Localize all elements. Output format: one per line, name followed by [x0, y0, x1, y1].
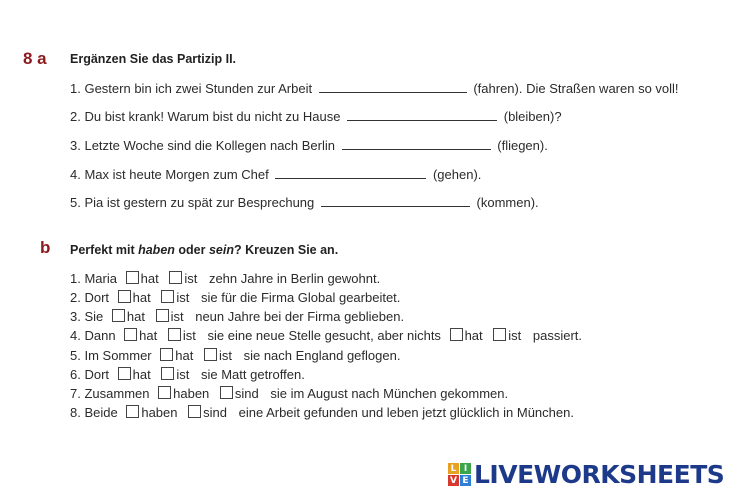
title-part: Perfekt mit	[70, 243, 139, 257]
item-text-after: (gehen).	[432, 167, 482, 182]
checkbox-ist-2[interactable]	[493, 328, 506, 341]
checkbox-hat[interactable]	[160, 348, 173, 361]
option-label: ist	[176, 367, 190, 382]
answer-blank-2[interactable]	[347, 110, 497, 121]
item-rest: sie nach England geflogen.	[243, 348, 401, 363]
item-subject: Dort	[84, 367, 110, 382]
item-text-before: Pia ist gestern zu spät zur Besprechung	[84, 195, 315, 210]
logo-mark-letter: V	[448, 475, 459, 486]
item-number: 7.	[70, 386, 81, 401]
checkbox-sind[interactable]	[188, 405, 201, 418]
item-rest: sie eine neue Stelle gesucht, aber nichts	[207, 328, 441, 343]
item-text-after: (kommen).	[476, 195, 539, 210]
item-number: 2.	[70, 290, 81, 305]
option-label: hat	[464, 328, 483, 343]
item-rest: zehn Jahre in Berlin gewohnt.	[208, 271, 381, 286]
item-subject: Zusammen	[84, 386, 150, 401]
exercise-b-item-5	[70, 348, 400, 363]
option-label: ist	[508, 328, 522, 343]
logo-mark-letter: I	[460, 463, 471, 474]
item-subject: Im Sommer	[84, 348, 152, 363]
item-number: 3.	[70, 309, 81, 324]
exercise-b-item-1	[70, 271, 380, 286]
exercise-a-item-2	[70, 109, 562, 124]
checkbox-hat[interactable]	[112, 309, 125, 322]
item-number: 4.	[70, 167, 81, 182]
option-label: haben	[141, 405, 178, 420]
option-label: hat	[140, 271, 159, 286]
section-a-title: Ergänzen Sie das Partizip II.	[70, 52, 237, 66]
item-text-before: Max ist heute Morgen zum Chef	[84, 167, 269, 182]
item-number: 3.	[70, 138, 81, 153]
item-number: 5.	[70, 195, 81, 210]
item-subject: Sie	[84, 309, 104, 324]
item-text-after: (fliegen).	[497, 138, 548, 153]
item-rest: eine Arbeit gefunden und leben jetzt glücklich in München.	[238, 405, 574, 420]
checkbox-hat[interactable]	[126, 271, 139, 284]
option-label: hat	[175, 348, 194, 363]
exercise-b-item-4	[70, 328, 582, 343]
option-label: ist	[176, 290, 190, 305]
answer-blank-4[interactable]	[275, 168, 426, 179]
exercise-a-item-1	[70, 81, 679, 96]
checkbox-hat[interactable]	[118, 367, 131, 380]
liveworksheets-logo	[448, 460, 724, 489]
item-text-before: Du bist krank! Warum bist du nicht zu Hause	[84, 109, 341, 124]
option-label: ist	[184, 271, 198, 286]
item-rest: sie im August nach München gekommen.	[270, 386, 509, 401]
exercise-b-item-6	[70, 367, 305, 382]
checkbox-ist[interactable]	[204, 348, 217, 361]
logo-mark-icon	[448, 463, 471, 486]
item-number: 4.	[70, 328, 81, 343]
item-text-after: (bleiben)?	[503, 109, 562, 124]
answer-blank-1[interactable]	[319, 82, 467, 93]
option-label: ist	[182, 328, 196, 343]
checkbox-sind[interactable]	[220, 386, 233, 399]
checkbox-ist[interactable]	[168, 328, 181, 341]
option-label: ist	[170, 309, 184, 324]
checkbox-hat[interactable]	[124, 328, 137, 341]
section-b-title	[70, 243, 338, 257]
item-rest-2: passiert.	[532, 328, 583, 343]
logo-mark-letter: E	[460, 475, 471, 486]
item-text-after: (fahren). Die Straßen waren so voll!	[473, 81, 679, 96]
answer-blank-3[interactable]	[342, 139, 491, 150]
section-letter-b: b	[40, 238, 51, 257]
checkbox-haben[interactable]	[158, 386, 171, 399]
item-number: 2.	[70, 109, 81, 124]
logo-text: LIVEWORKSHEETS	[474, 460, 725, 489]
checkbox-ist[interactable]	[161, 367, 174, 380]
item-subject: Dann	[84, 328, 116, 343]
option-label: ist	[218, 348, 232, 363]
option-label: hat	[132, 367, 151, 382]
title-emphasis-sein: sein	[208, 243, 234, 257]
exercise-b-item-7	[70, 386, 508, 401]
checkbox-haben[interactable]	[126, 405, 139, 418]
item-text-before: Gestern bin ich zwei Stunden zur Arbeit	[84, 81, 313, 96]
item-number: 6.	[70, 367, 81, 382]
exercise-b-item-3	[70, 309, 404, 324]
title-emphasis-haben: haben	[138, 243, 175, 257]
checkbox-hat[interactable]	[118, 290, 131, 303]
exercise-b-item-2	[70, 290, 400, 305]
exercise-a-item-4	[70, 167, 481, 182]
item-text-before: Letzte Woche sind die Kollegen nach Berlin	[84, 138, 335, 153]
option-label: sind	[234, 386, 259, 401]
option-label: hat	[126, 309, 145, 324]
title-part: oder	[174, 243, 209, 257]
checkbox-ist[interactable]	[169, 271, 182, 284]
title-part: ? Kreuzen Sie an.	[233, 243, 339, 257]
exercise-b-item-8	[70, 405, 574, 420]
item-number: 5.	[70, 348, 81, 363]
item-rest: neun Jahre bei der Firma geblieben.	[195, 309, 405, 324]
option-label: hat	[132, 290, 151, 305]
exercise-a-item-3	[70, 138, 548, 153]
checkbox-ist[interactable]	[156, 309, 169, 322]
item-rest: sie Matt getroffen.	[200, 367, 305, 382]
item-rest: sie für die Firma Global gearbeitet.	[200, 290, 401, 305]
checkbox-ist[interactable]	[161, 290, 174, 303]
item-number: 8.	[70, 405, 81, 420]
option-label: hat	[139, 328, 158, 343]
option-label: haben	[173, 386, 210, 401]
exercise-a-item-5	[70, 195, 539, 210]
logo-mark-letter: L	[448, 463, 459, 474]
item-number: 1.	[70, 271, 81, 286]
section-number-8a: 8 a	[23, 49, 47, 68]
item-subject: Maria	[84, 271, 117, 286]
item-number: 1.	[70, 81, 81, 96]
item-subject: Dort	[84, 290, 110, 305]
answer-blank-5[interactable]	[321, 196, 470, 207]
item-subject: Beide	[84, 405, 118, 420]
option-label: sind	[203, 405, 227, 420]
checkbox-hat-2[interactable]	[450, 328, 463, 341]
